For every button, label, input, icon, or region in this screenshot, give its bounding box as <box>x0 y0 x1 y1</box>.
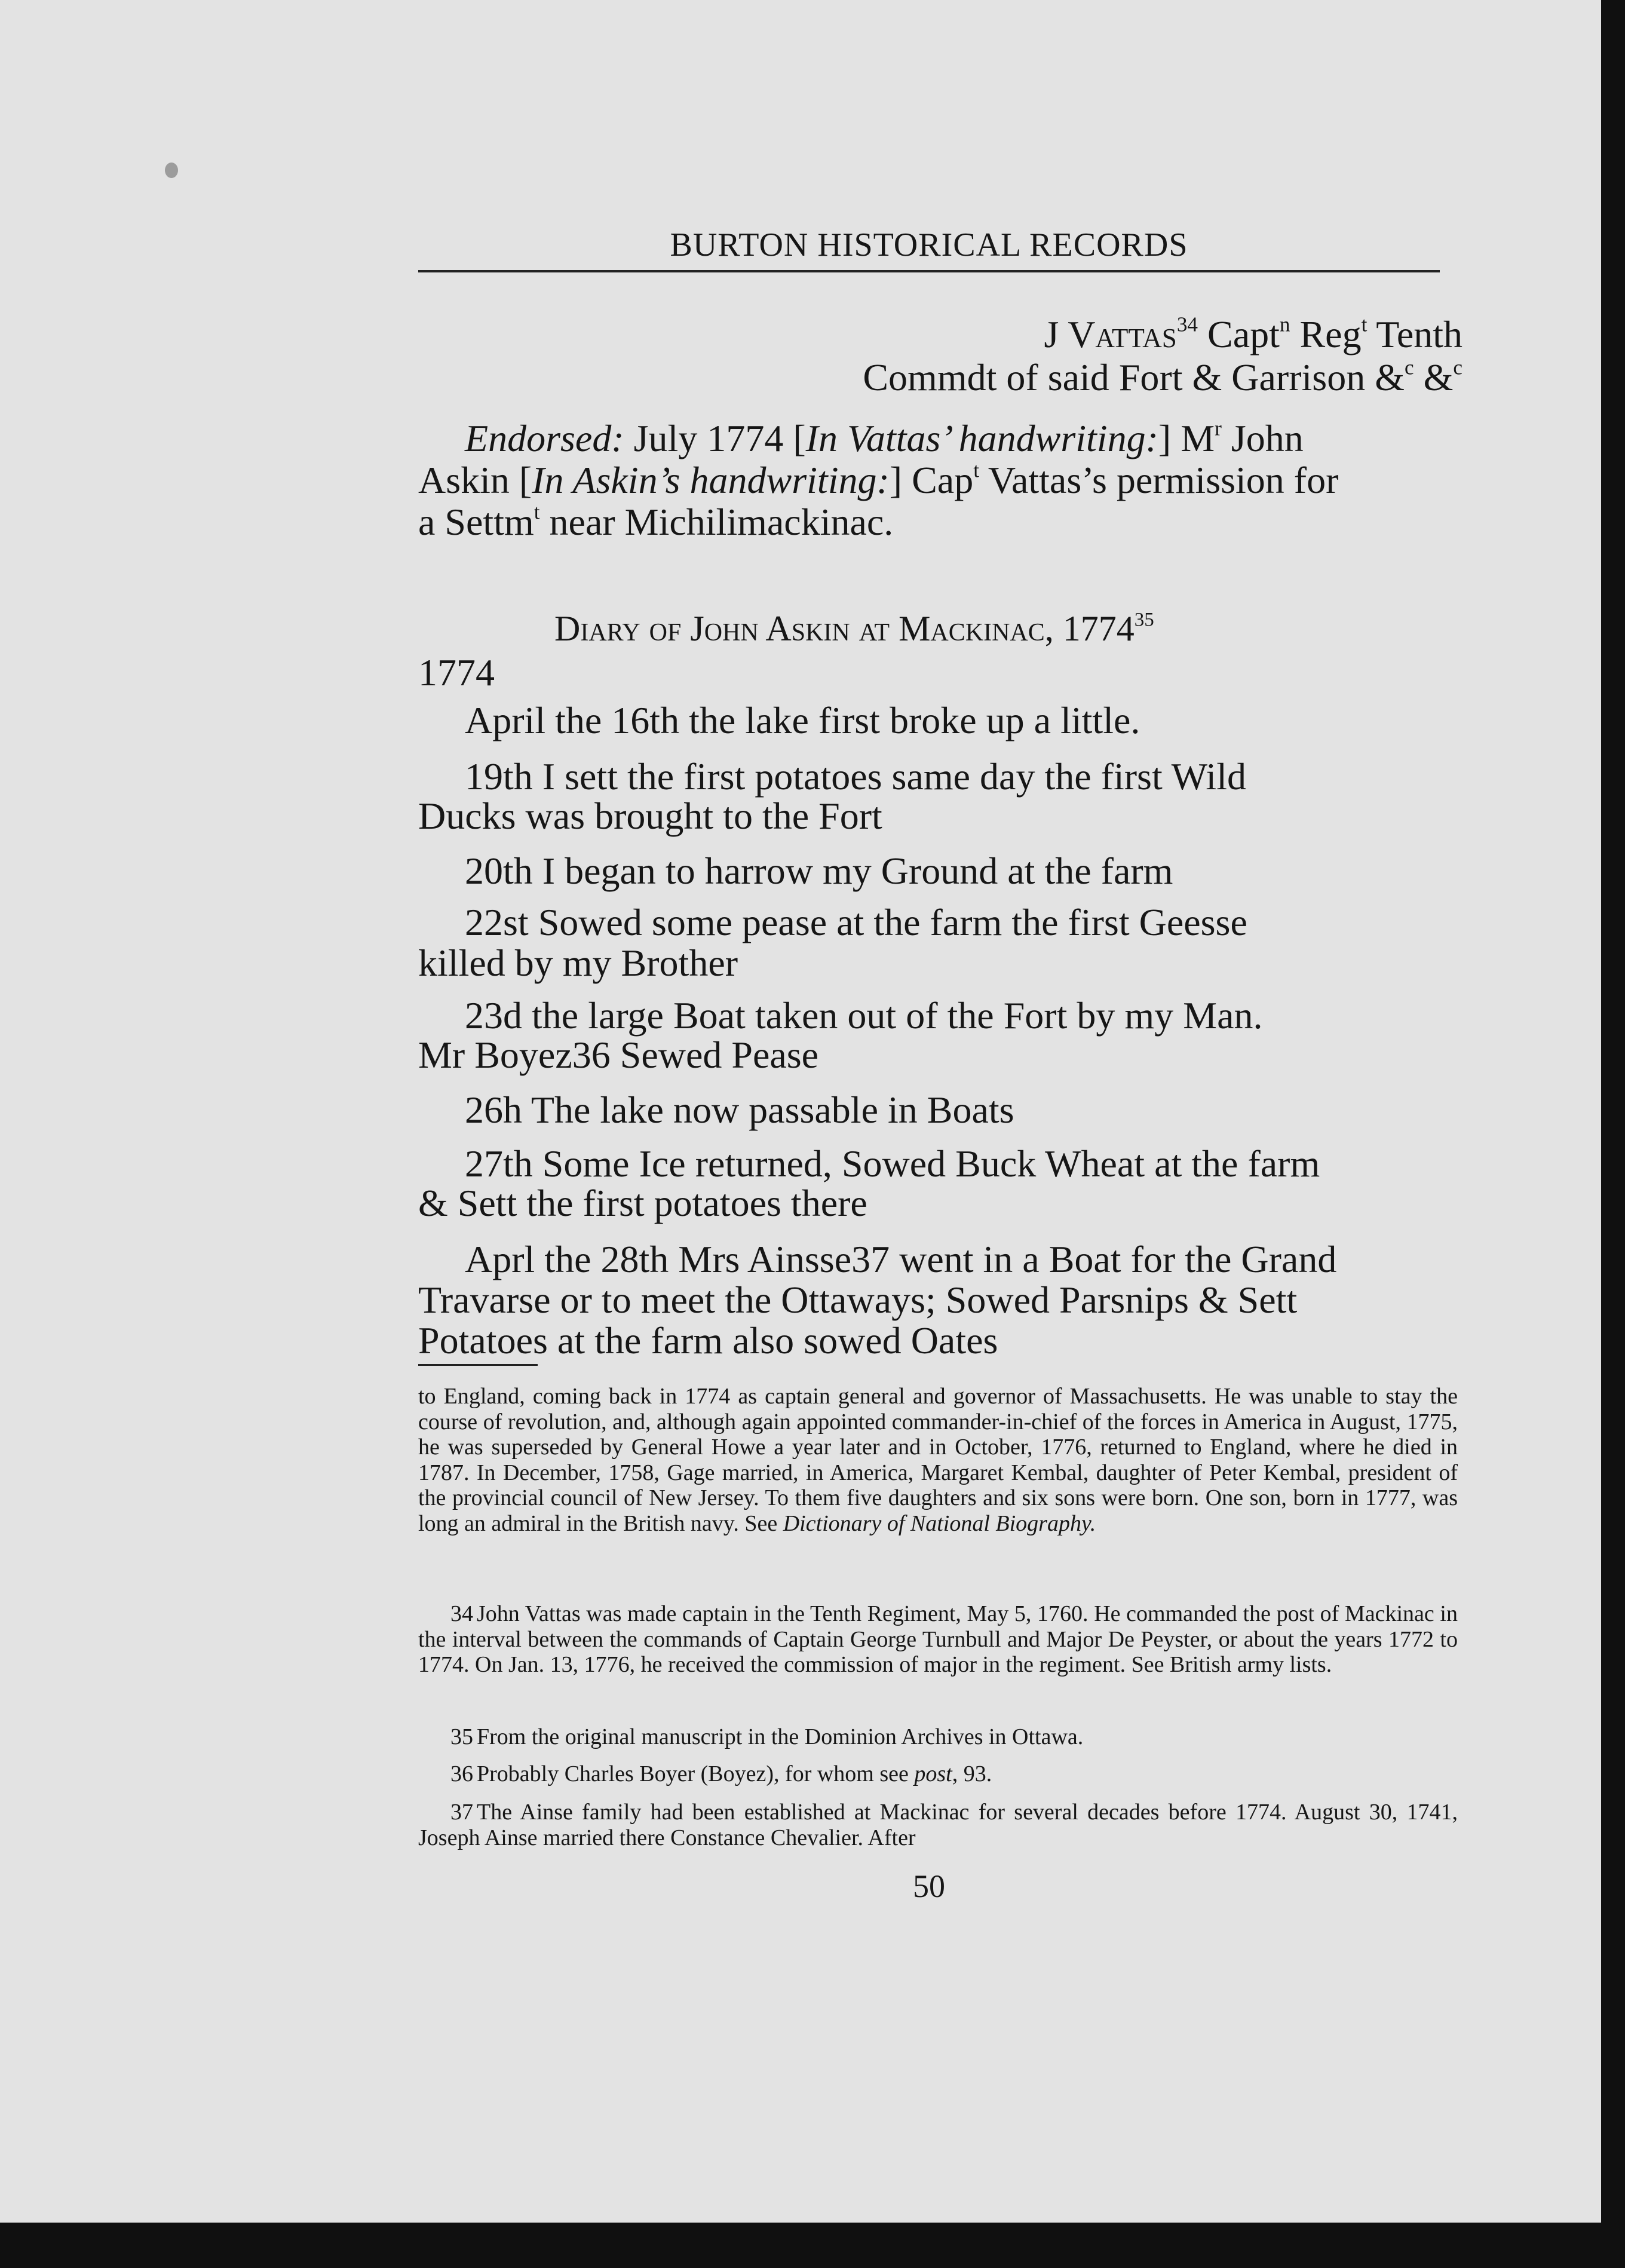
superscript: r <box>1215 416 1222 440</box>
footnote-continued-citation: Dictionary of National Biography. <box>783 1510 1096 1536</box>
diary-entry-28-line-2: Travarse or to meet the Ottaways; Sowed Parsnips & Sett <box>418 1279 1298 1321</box>
footnote-ref-34: 34 <box>1176 312 1198 336</box>
footnote-34-text: John Vattas was made captain in the Tenth Regiment, May 5, 1760. He commanded the post of Mackinac in the interval between the commands of Captain George Turnbull and Major De Peyster, or about the years 1772 to 1774. On Jan. 13, 1776, he received the commission of major in the regiment. See British army lists. <box>418 1601 1458 1678</box>
page-number: 50 <box>913 1868 945 1904</box>
diary-entry-20: 20th I began to harrow my Ground at the farm <box>465 850 1173 892</box>
diary-entry-27-line-2: & Sett the first potatoes there <box>418 1182 867 1224</box>
superscript: t <box>973 458 979 482</box>
signature-line-1 <box>1044 312 1462 355</box>
footnote-36-text: Probably Charles Boyer (Boyez), for whom see <box>477 1761 915 1786</box>
superscript: t <box>534 500 540 524</box>
endorsement-line-2 <box>418 458 1339 501</box>
footnote-35 <box>418 1724 1458 1750</box>
paper-blemish <box>165 163 178 178</box>
endorsement-name: John <box>1221 417 1304 459</box>
footnote-37 <box>418 1800 1458 1850</box>
footnote-number: 36 <box>450 1761 473 1786</box>
diary-entry-19-line-1: 19th I sett the first potatoes same day the first Wild <box>465 755 1246 798</box>
endorsement-date: July 1774 [ <box>624 417 806 459</box>
endorsement-text: a Settm <box>418 501 534 543</box>
superscript: n <box>1279 312 1290 336</box>
diary-heading <box>554 611 1154 646</box>
footnote-number: 35 <box>450 1724 473 1749</box>
signature-title-b: Reg <box>1290 313 1362 355</box>
diary-entry-26: 26h The lake now passable in Boats <box>465 1089 1014 1131</box>
footnote-number: 37 <box>450 1800 473 1825</box>
diary-entry-23-line-2: Mr Boyez36 Sewed Pease <box>418 1034 819 1076</box>
footnote-35-text: From the original manuscript in the Dominion Archives in Ottawa. <box>477 1724 1084 1749</box>
superscript: c <box>1453 355 1462 379</box>
footnote-number: 34 <box>450 1601 473 1626</box>
diary-entry-28-line-3: Potatoes at the farm also sowed Oates <box>418 1319 998 1362</box>
signature-title-a: Capt <box>1198 313 1280 355</box>
endorsement-note-askin: In Askin’s handwriting: <box>532 459 890 501</box>
signature-title-c: Tenth <box>1367 313 1462 355</box>
running-header: BURTON HISTORICAL RECORDS <box>670 226 1188 263</box>
diary-entry-22-line-1: 22st Sowed some pease at the farm the first Geesse <box>465 901 1247 943</box>
diary-entry-23-line-1: 23d the large Boat taken out of the Fort by my Man. <box>465 994 1263 1037</box>
footnote-37-text: The Ainse family had been established at Mackinac for several decades before 1774. August 30, 1741, Joseph Ainse married there Constance Chevalier. After <box>418 1800 1458 1850</box>
footnote-36 <box>418 1761 1458 1787</box>
diary-entry-19-line-2: Ducks was brought to the Fort <box>418 795 882 837</box>
footnote-36-italic: post <box>914 1761 952 1786</box>
diary-entry-27-line-1: 27th Some Ice returned, Sowed Buck Wheat at the farm <box>465 1142 1320 1185</box>
scan-edge-bottom <box>0 2223 1625 2268</box>
footnote-continued <box>418 1384 1458 1536</box>
endorsement-text: near Michilimackinac. <box>539 501 894 543</box>
diary-heading-text: Diary of John Askin at Mackinac, 1774 <box>554 609 1135 648</box>
superscript: t <box>1361 312 1368 336</box>
footnote-rule <box>418 1364 538 1366</box>
footnote-34 <box>418 1601 1458 1678</box>
endorsement-line-3 <box>418 500 894 543</box>
signature-etc: & <box>1414 356 1454 399</box>
signature-command: Commdt of said Fort & Garrison & <box>863 356 1405 399</box>
endorsement-text: ] M <box>1158 417 1215 459</box>
endorsement-text: Askin [ <box>418 459 532 501</box>
footnote-continued-text: to England, coming back in 1774 as captain general and governor of Massachusetts. He was unable to stay the course of revolution, and, although again appointed commander-in-chief of the forces in America in August, 1775, he was superseded by General Howe a year later and in October, 1776, returned to England, where he died in 1787. In December, 1758, Gage married, in America, Margaret Kembal, daughter of Peter Kembal, president of the provincial council of New Jersey. To them five daughters and six sons were born. One son, born in 1777, was long an admiral in the British navy. See <box>418 1384 1458 1536</box>
endorsement-text: Vattas’s permission for <box>979 459 1339 501</box>
diary-entry-28-line-1: Aprl the 28th Mrs Ainsse37 went in a Boat for the Grand <box>465 1238 1337 1280</box>
endorsement-label: Endorsed: <box>465 417 624 459</box>
signature-name: J Vattas <box>1044 313 1177 355</box>
superscript: c <box>1404 355 1414 379</box>
endorsement-text: ] Cap <box>889 459 974 501</box>
footnote-36-end: , 93. <box>952 1761 992 1786</box>
header-rule <box>418 270 1440 272</box>
footnote-ref-35: 35 <box>1134 609 1154 631</box>
signature-line-2 <box>863 355 1462 399</box>
scan-edge-right <box>1601 0 1625 2268</box>
diary-entry-16: April the 16th the lake first broke up a little. <box>465 699 1140 741</box>
endorsement-note-vattas: In Vattas’ handwriting: <box>805 417 1158 459</box>
diary-entry-22-line-2: killed by my Brother <box>418 942 738 984</box>
diary-year: 1774 <box>418 651 495 694</box>
endorsement-line-1 <box>465 416 1304 459</box>
